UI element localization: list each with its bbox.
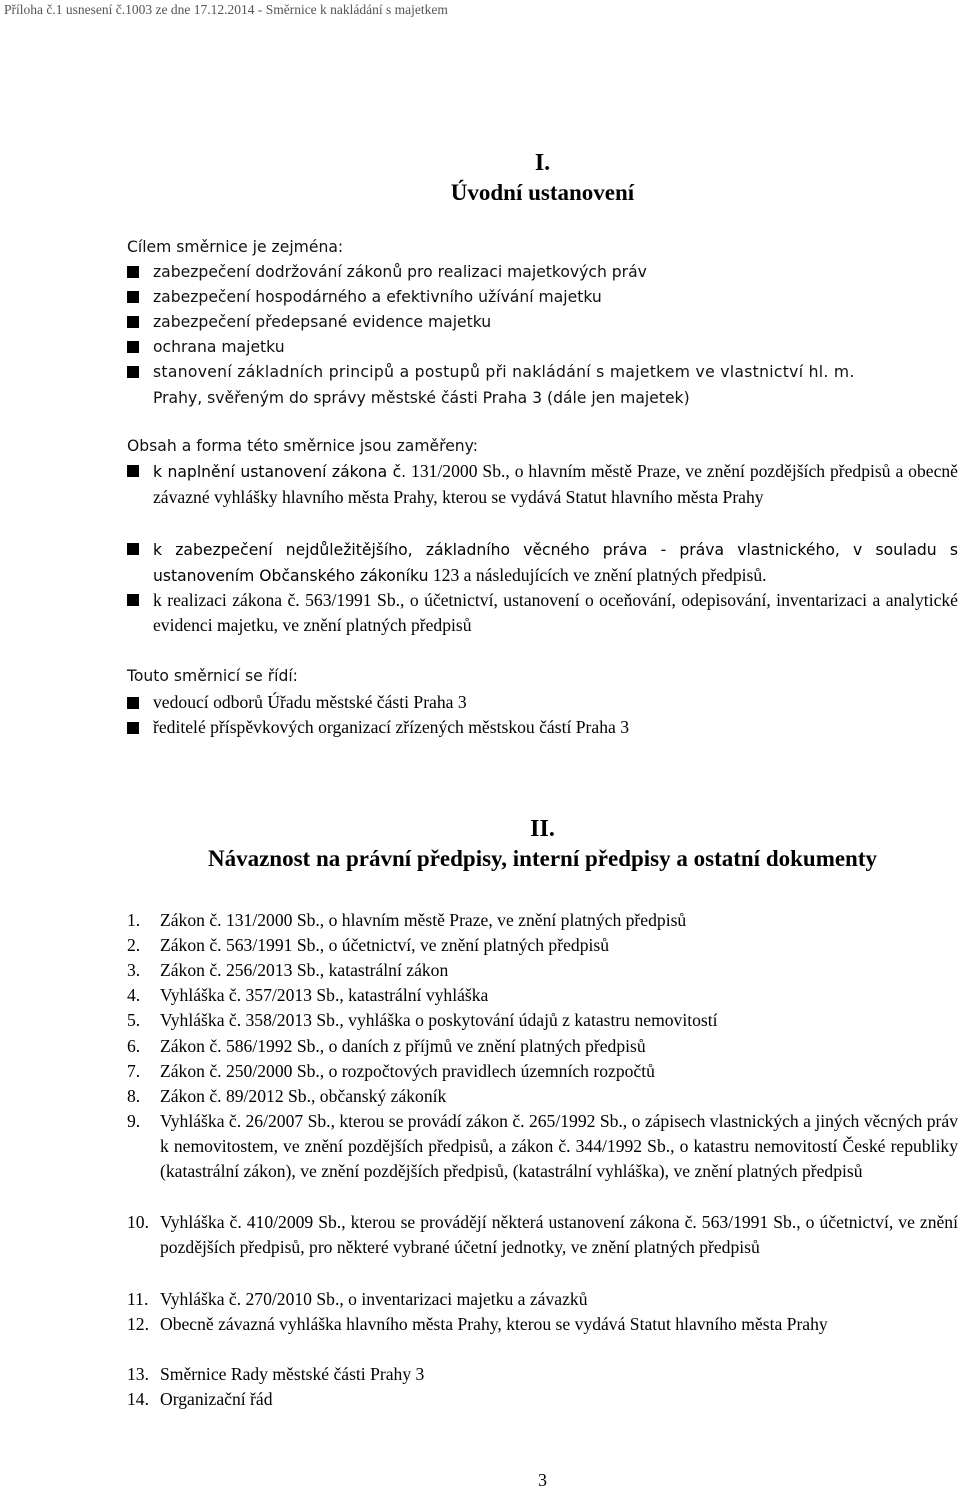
list-item-text: Zákon č. 586/1992 Sb., o daních z příjmů ve znění platných předpisů bbox=[160, 1036, 646, 1056]
list-item-part: 131/2000 Sb., o hlavním městě Praze, ve znění pozdějších předpisů a obecně závazné vyhlášky hlavního města Prahy, kterou se vydává Statut hlavního města Prahy bbox=[153, 461, 958, 507]
list-item-text: Zákon č. 89/2012 Sb., občanský zákoník bbox=[160, 1086, 447, 1106]
bullet-icon bbox=[127, 366, 139, 378]
list-item-number: 2. bbox=[127, 935, 141, 955]
list-item: zabezpečení předepsané evidence majetku bbox=[153, 313, 492, 331]
bullet-icon bbox=[127, 316, 139, 328]
list-item bbox=[153, 537, 958, 589]
list-item: vedoucí odborů Úřadu městské části Praha 3 bbox=[153, 692, 467, 712]
list-item-number: 7. bbox=[127, 1061, 141, 1081]
list-item-part: k zabezpečení nejdůležitějšího, základního věcného práva - práva vlastnického, v souladu s ustanovením Občanského zákoníku bbox=[153, 541, 958, 585]
list-item: ochrana majetku bbox=[153, 338, 285, 356]
governed-intro: Touto směrnicí se řídí: bbox=[127, 667, 298, 685]
list-item-text: Zákon č. 131/2000 Sb., o hlavním městě Praze, ve znění platných předpisů bbox=[160, 910, 687, 930]
list-item-part: 123 a následujících ve znění platných předpisů. bbox=[428, 565, 767, 585]
bullet-icon bbox=[127, 722, 139, 734]
bullet-icon bbox=[127, 291, 139, 303]
list-item-text: Vyhláška č. 410/2009 Sb., kterou se provádějí některá ustanovení zákona č. 563/1991 Sb., o účetnictví, ve znění pozdějších předpisů, pro některé vybrané účetní jednotky, ve znění platných předpisů bbox=[160, 1212, 958, 1257]
list-item: zabezpečení dodržování zákonů pro realizaci majetkových práv bbox=[153, 263, 647, 281]
list-item-text: Vyhláška č. 358/2013 Sb., vyhláška o poskytování údajů z katastru nemovitostí bbox=[160, 1010, 718, 1030]
bullet-icon bbox=[127, 543, 139, 555]
list-item-text: Zákon č. 563/1991 Sb., o účetnictví, ve znění platných předpisů bbox=[160, 935, 610, 955]
bullet-icon bbox=[127, 697, 139, 709]
section-1-title: Úvodní ustanovení bbox=[450, 180, 635, 205]
bullet-icon bbox=[127, 341, 139, 353]
list-item-text: Směrnice Rady městské části Prahy 3 bbox=[160, 1364, 425, 1384]
list-item-number: 1. bbox=[127, 910, 141, 930]
list-item-number: 11. bbox=[127, 1289, 149, 1309]
document-header: Příloha č.1 usnesení č.1003 ze dne 17.12.2014 - Směrnice k nakládání s majetkem bbox=[4, 2, 448, 17]
goals-intro: Cílem směrnice je zejména: bbox=[127, 238, 344, 256]
section-2-title: Návaznost na právní předpisy, interní předpisy a ostatní dokumenty bbox=[207, 846, 878, 871]
list-item-number: 4. bbox=[127, 985, 141, 1005]
list-item-text: Obecně závazná vyhláška hlavního města Prahy, kterou se vydává Statut hlavního města Prahy bbox=[160, 1314, 828, 1334]
section-2-number: II. bbox=[530, 816, 555, 842]
list-item bbox=[153, 459, 958, 510]
list-item-text: Vyhláška č. 357/2013 Sb., katastrální vyhláška bbox=[160, 985, 489, 1005]
page-number: 3 bbox=[538, 1470, 547, 1490]
list-item-number: 9. bbox=[127, 1111, 141, 1131]
list-item: stanovení základních principů a postupů při nakládání s majetkem ve vlastnictví hl. m. bbox=[153, 363, 855, 381]
content-intro: Obsah a forma této směrnice jsou zaměřeny: bbox=[127, 437, 479, 455]
list-item-text: Organizační řád bbox=[160, 1389, 273, 1409]
section-1-number: I. bbox=[534, 150, 551, 176]
list-item-number: 14. bbox=[127, 1389, 149, 1409]
list-item-text: Zákon č. 256/2013 Sb., katastrální zákon bbox=[160, 960, 449, 980]
bullet-icon bbox=[127, 266, 139, 278]
list-item-text: Vyhláška č. 26/2007 Sb., kterou se provádí zákon č. 265/1992 Sb., o zápisech vlastnických a jiných věcných práv k nemovitostem, ve znění pozdějších předpisů, a zákon č. 344/1992 Sb., o katastru nemovitostí České republiky (katastrální zákon), ve znění pozdějších předpisů, (katastrální vyhláška), ve znění platných předpisů bbox=[160, 1111, 958, 1181]
list-item bbox=[153, 588, 958, 638]
list-item-number: 8. bbox=[127, 1086, 141, 1106]
list-item-number: 13. bbox=[127, 1364, 149, 1384]
list-item-part: k realizaci zákona č. 563/1991 Sb., o účetnictví, ustanovení o oceňování, odepisování, inventarizaci a analytické evidenci majetku, ve znění platných předpisů bbox=[153, 590, 958, 635]
list-item-continuation: Prahy, svěřeným do správy městské části Praha 3 (dále jen majetek) bbox=[153, 389, 690, 407]
list-item-number: 3. bbox=[127, 960, 141, 980]
list-item-number: 6. bbox=[127, 1036, 141, 1056]
list-item-text: Vyhláška č. 270/2010 Sb., o inventarizaci majetku a závazků bbox=[160, 1289, 588, 1309]
list-item: zabezpečení hospodárného a efektivního užívání majetku bbox=[153, 288, 602, 306]
list-item-part: k naplnění ustanovení zákona č. bbox=[153, 463, 407, 481]
bullet-icon bbox=[127, 594, 139, 606]
list-item-text: Zákon č. 250/2000 Sb., o rozpočtových pravidlech územních rozpočtů bbox=[160, 1061, 655, 1081]
bullet-icon bbox=[127, 465, 139, 477]
list-item: ředitelé příspěvkových organizací zřízených městskou částí Praha 3 bbox=[153, 717, 630, 737]
list-item-number: 5. bbox=[127, 1010, 141, 1030]
list-item-number: 10. bbox=[127, 1212, 149, 1232]
list-item-number: 12. bbox=[127, 1314, 149, 1334]
